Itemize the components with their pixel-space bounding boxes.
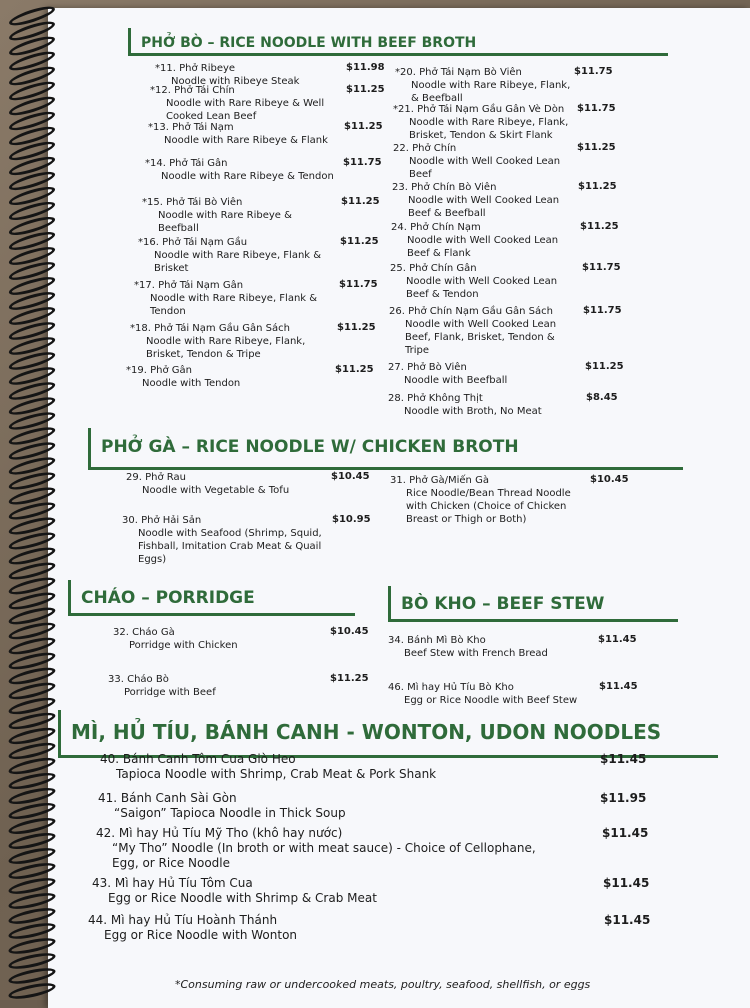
menu-item-price: $11.25 — [346, 84, 385, 95]
menu-item-price: $11.75 — [577, 103, 616, 114]
menu-item-description: Noodle with Rare Ribeye, Flank, Brisket, Tendon & Tripe — [146, 336, 306, 360]
menu-item-description: Noodle with Rare Ribeye, Flank, & Beefball — [411, 80, 571, 104]
menu-item — [390, 474, 585, 526]
menu-item — [88, 913, 548, 943]
menu-item-name: *15. Phở Tái Bò Viên — [142, 197, 243, 208]
menu-item-description: Noodle with Well Cooked Lean Beef & Flank — [407, 235, 559, 259]
menu-item — [98, 791, 558, 821]
menu-item-price: $10.95 — [332, 514, 371, 525]
menu-item-price: $11.75 — [339, 279, 378, 290]
beef-section-title: PHỞ BÒ – RICE NOODLE WITH BEEF BROTH — [128, 28, 668, 56]
menu-item-name: *20. Phở Tái Nạm Bò Viên — [395, 67, 522, 78]
menu-item-description: Rice Noodle/Bean Thread Noodle with Chicken (Choice of Chicken Breast or Thigh or Both) — [406, 488, 571, 525]
porridge-section-title: CHÁO – PORRIDGE — [68, 580, 355, 616]
menu-item — [145, 157, 335, 183]
menu-item-price: $8.45 — [586, 392, 618, 403]
menu-item — [389, 305, 574, 357]
menu-item — [388, 634, 593, 660]
menu-item — [150, 84, 345, 123]
menu-item-price: $11.45 — [602, 826, 649, 840]
menu-item — [126, 364, 321, 390]
menu-item-name: 34. Bánh Mì Bò Kho — [388, 635, 486, 646]
menu-item-description: Noodle with Well Cooked Lean Beef & Beefball — [408, 195, 560, 219]
menu-item-name: 33. Cháo Bò — [108, 674, 169, 685]
menu-item — [388, 681, 598, 707]
menu-item — [388, 361, 573, 387]
menu-item-name: 22. Phở Chín — [393, 143, 457, 154]
menu-item-price: $11.45 — [600, 752, 647, 766]
menu-item — [388, 392, 573, 418]
menu-item — [391, 221, 576, 260]
menu-item-name: *17. Phở Tái Nạm Gân — [134, 280, 244, 291]
menu-item-name: 23. Phở Chín Bò Viên — [392, 182, 497, 193]
menu-item-price: $11.95 — [600, 791, 647, 805]
menu-item-description: Noodle with Tendon — [142, 378, 241, 389]
menu-item — [138, 236, 328, 275]
menu-item-name: *11. Phở Ribeye — [155, 63, 236, 74]
menu-item-description: Noodle with Well Cooked Lean Beef — [409, 156, 561, 180]
menu-item-price: $10.45 — [590, 474, 629, 485]
menu-item — [142, 196, 332, 235]
menu-item-name: 41. Bánh Canh Sài Gòn — [98, 791, 237, 805]
menu-item-price: $11.25 — [335, 364, 374, 375]
menu-item-price: $11.25 — [330, 673, 369, 684]
menu-item-price: $11.45 — [603, 876, 650, 890]
menu-item-name: 43. Mì hay Hủ Tíu Tôm Cua — [92, 876, 253, 890]
menu-item — [148, 121, 343, 147]
menu-item-name: *13. Phở Tái Nạm — [148, 122, 234, 133]
menu-item-description: Noodle with Rare Ribeye, Flank, Brisket, Tendon & Skirt Flank — [409, 117, 569, 141]
menu-item-name: 26. Phở Chín Nạm Gầu Gân Sách — [389, 306, 553, 317]
menu-item — [393, 142, 578, 181]
menu-item — [130, 322, 330, 361]
menu-item-price: $11.25 — [578, 181, 617, 192]
menu-item-price: $11.75 — [574, 66, 613, 77]
menu-item — [122, 514, 322, 566]
menu-item-name: 44. Mì hay Hủ Tíu Hoành Thánh — [88, 913, 278, 927]
spiral-binding — [0, 10, 60, 1000]
menu-item-description: Noodle with Rare Ribeye & Flank — [164, 135, 328, 146]
menu-item-price: $11.45 — [599, 681, 638, 692]
menu-item — [100, 752, 560, 782]
noodle-section-title: MÌ, HỦ TÍU, BÁNH CANH - WONTON, UDON NOODLES — [58, 710, 718, 758]
menu-item-description: Noodle with Beefball — [404, 375, 508, 386]
menu-item — [126, 471, 326, 497]
menu-item-name: 24. Phở Chín Nạm — [391, 222, 481, 233]
menu-item-description: Noodle with Vegetable & Tofu — [142, 485, 290, 496]
menu-item-description: Beef Stew with French Bread — [404, 648, 548, 659]
menu-item-name: *19. Phở Gân — [126, 365, 192, 376]
menu-item-description: “Saigon” Tapioca Noodle in Thick Soup — [114, 806, 346, 820]
menu-item-description: Noodle with Rare Ribeye & Well Cooked Lean Beef — [166, 98, 325, 122]
menu-item — [392, 181, 577, 220]
menu-item-price: $11.75 — [583, 305, 622, 316]
menu-item-description: Noodle with Seafood (Shrimp, Squid, Fishball, Imitation Crab Meat & Quail Eggs) — [138, 528, 322, 565]
menu-item-name: *16. Phở Tái Nạm Gầu — [138, 237, 248, 248]
menu-item-price: $11.25 — [340, 236, 379, 247]
menu-item — [92, 876, 552, 906]
menu-item-name: 28. Phở Không Thịt — [388, 393, 483, 404]
menu-item-description: Noodle with Rare Ribeye & Beefball — [158, 210, 292, 234]
menu-item-name: *12. Phở Tái Chín — [150, 85, 235, 96]
menu-item-description: Noodle with Well Cooked Lean Beef & Tendon — [406, 276, 558, 300]
menu-item-name: 30. Phở Hải Sản — [122, 515, 202, 526]
menu-item — [393, 103, 578, 142]
menu-item-name: 46. Mì hay Hủ Tíu Bò Kho — [388, 682, 514, 693]
menu-item-name: *21. Phở Tái Nạm Gầu Gân Vè Dòn — [393, 104, 565, 115]
menu-item-description: Porridge with Chicken — [129, 640, 238, 651]
menu-item-description: “My Tho” Noodle (In broth or with meat sauce) - Choice of Cellophane, Egg, or Rice Noodle — [112, 841, 536, 870]
menu-item-price: $11.25 — [580, 221, 619, 232]
menu-item-name: 25. Phở Chín Gân — [390, 263, 477, 274]
menu-item-description: Noodle with Well Cooked Lean Beef, Flank, Brisket, Tendon & Tripe — [405, 319, 557, 356]
menu-item-name: 32. Cháo Gà — [113, 627, 175, 638]
menu-item-price: $11.98 — [346, 62, 385, 73]
menu-item — [134, 279, 329, 318]
menu-item-name: 27. Phở Bò Viên — [388, 362, 467, 373]
menu-item-price: $10.45 — [331, 471, 370, 482]
menu-item-price: $11.25 — [577, 142, 616, 153]
footnote: *Consuming raw or undercooked meats, poultry, seafood, shellfish, or eggs — [175, 978, 591, 991]
menu-item-description: Noodle with Ribeye Steak — [171, 76, 300, 87]
menu-item-price: $11.45 — [604, 913, 651, 927]
menu-item — [390, 262, 575, 301]
menu-item-description: Egg or Rice Noodle with Wonton — [104, 928, 298, 942]
menu-item — [113, 626, 313, 652]
menu-item-price: $10.45 — [330, 626, 369, 637]
menu-item-name: *18. Phở Tái Nạm Gầu Gân Sách — [130, 323, 290, 334]
menu-item — [108, 673, 308, 699]
chicken-section-title: PHỞ GÀ – RICE NOODLE W/ CHICKEN BROTH — [88, 428, 683, 470]
menu-item-description: Noodle with Rare Ribeye, Flank & Brisket — [154, 250, 322, 274]
menu-item-name: 42. Mì hay Hủ Tíu Mỹ Tho (khô hay nước) — [96, 826, 343, 840]
menu-item-name: 31. Phở Gà/Miến Gà — [390, 475, 489, 486]
menu-item-description: Porridge with Beef — [124, 687, 216, 698]
stew-section-title: BÒ KHO – BEEF STEW — [388, 586, 678, 622]
menu-item-name: 29. Phở Rau — [126, 472, 186, 483]
menu-item-description: Tapioca Noodle with Shrimp, Crab Meat & Pork Shank — [116, 767, 437, 781]
menu-item-description: Egg or Rice Noodle with Beef Stew — [404, 695, 578, 706]
menu-item-name: *14. Phở Tái Gân — [145, 158, 228, 169]
menu-item-price: $11.25 — [344, 121, 383, 132]
menu-item-price: $11.75 — [582, 262, 621, 273]
menu-item-price: $11.25 — [585, 361, 624, 372]
menu-item-price: $11.45 — [598, 634, 637, 645]
menu-item-description: Noodle with Broth, No Meat — [404, 406, 542, 417]
menu-item — [96, 826, 556, 871]
menu-item-price: $11.25 — [341, 196, 380, 207]
menu-item-name: 40. Bánh Canh Tôm Cua Giò Heo — [100, 752, 296, 766]
menu-item-price: $11.25 — [337, 322, 376, 333]
menu-item-description: Noodle with Rare Ribeye & Tendon — [161, 171, 334, 182]
menu-item — [395, 66, 580, 105]
menu-item-description: Noodle with Rare Ribeye, Flank & Tendon — [150, 293, 318, 317]
menu-item-price: $11.75 — [343, 157, 382, 168]
menu-item-description: Egg or Rice Noodle with Shrimp & Crab Meat — [108, 891, 377, 905]
